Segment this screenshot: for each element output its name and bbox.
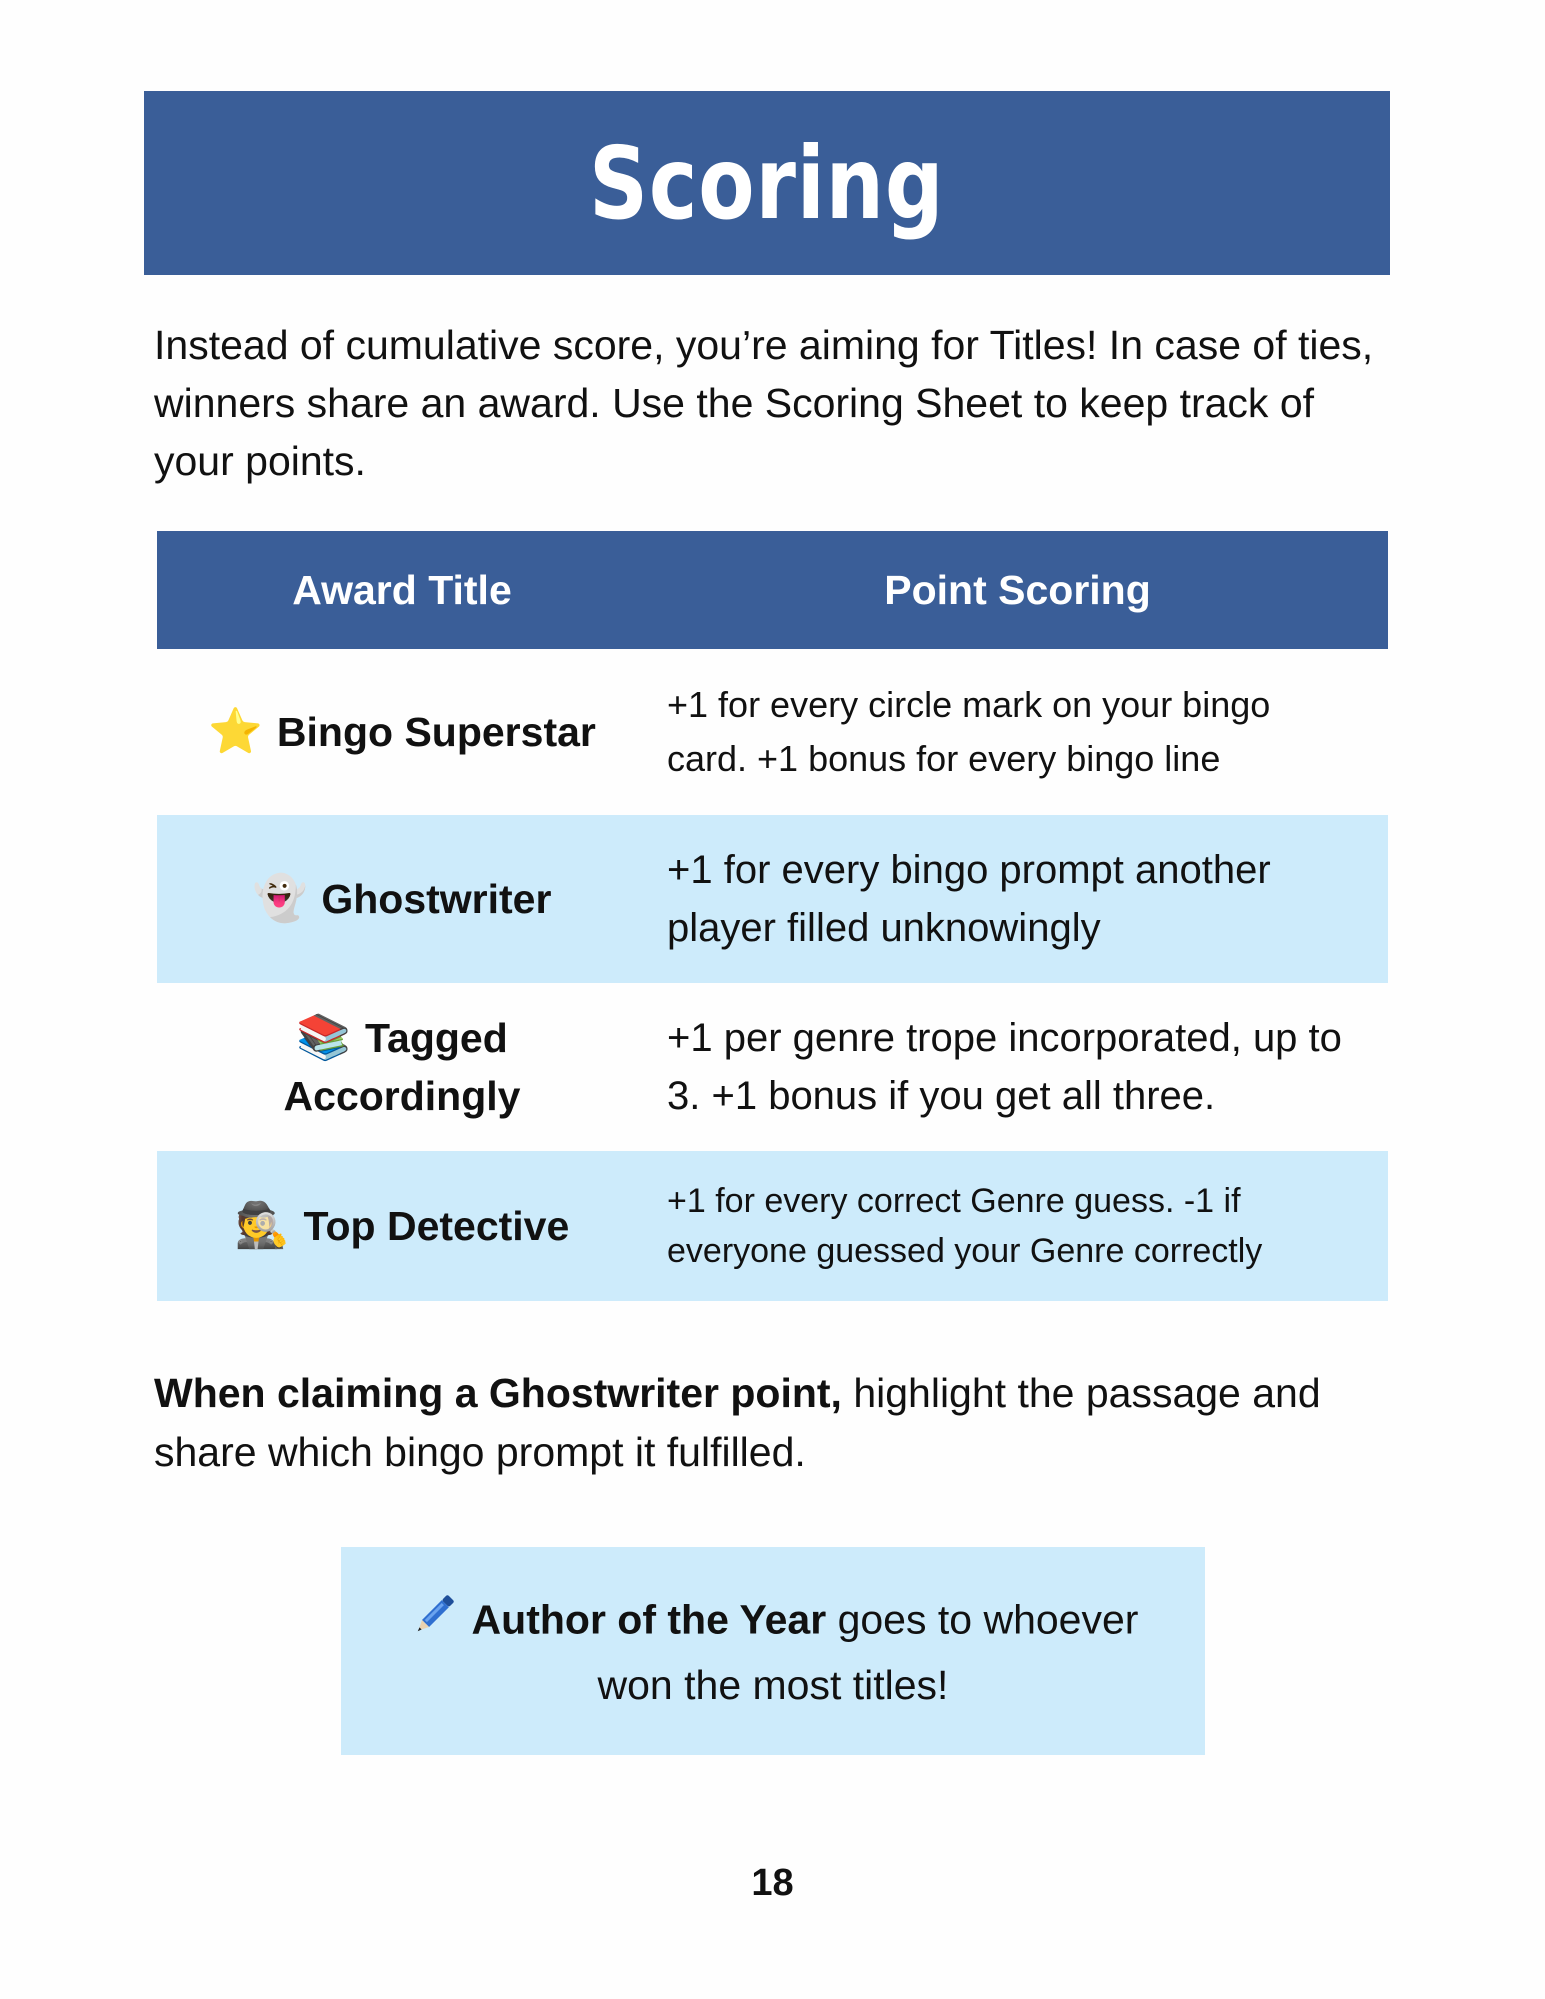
award-title: Tagged bbox=[365, 1015, 508, 1061]
award-title: Ghostwriter bbox=[321, 876, 552, 922]
note-text: highlight the passage and share which bingo prompt it fulfilled. bbox=[154, 1370, 1321, 1475]
callout-line2: won the most titles! bbox=[597, 1661, 949, 1708]
award-title: Top Detective bbox=[303, 1203, 570, 1249]
ghostwriter-note bbox=[154, 1364, 1394, 1482]
point-scoring-text: +1 per genre trope incorporated, up to 3. +1 bonus if you get all three. bbox=[667, 1016, 1342, 1118]
title-banner bbox=[144, 91, 1390, 275]
page-title: Scoring bbox=[589, 124, 945, 242]
table-row bbox=[157, 649, 1388, 815]
detective-icon: 🕵 bbox=[234, 1200, 290, 1251]
callout-text-1: goes to whoever bbox=[826, 1595, 1139, 1642]
ghost-icon: 👻 bbox=[252, 873, 308, 924]
header-point-scoring: Point Scoring bbox=[884, 566, 1151, 613]
point-scoring-text: +1 for every bingo prompt another player filled unknowingly bbox=[667, 848, 1271, 950]
table-row bbox=[157, 815, 1388, 983]
table-row bbox=[157, 1151, 1388, 1301]
callout-content bbox=[408, 1589, 1139, 1714]
award-title-wrap bbox=[284, 1009, 521, 1125]
author-of-year-callout bbox=[341, 1547, 1205, 1755]
books-icon: 📚 bbox=[296, 1012, 352, 1063]
award-title-cell bbox=[157, 815, 647, 983]
table-row bbox=[157, 983, 1388, 1151]
point-scoring-cell bbox=[647, 983, 1388, 1151]
award-title-cell bbox=[157, 649, 647, 815]
award-title-cell bbox=[157, 983, 647, 1151]
scoring-table bbox=[157, 531, 1388, 1301]
star-icon: ⭐ bbox=[208, 706, 263, 757]
award-title-line1 bbox=[284, 1009, 521, 1067]
point-scoring-cell bbox=[647, 815, 1388, 983]
point-scoring-text: +1 for every correct Genre guess. -1 if everyone guessed your Genre correctly bbox=[667, 1182, 1263, 1270]
page-number: 18 bbox=[751, 1862, 794, 1904]
award-title-line2: Accordingly bbox=[283, 1073, 521, 1119]
header-award-title: Award Title bbox=[292, 566, 512, 613]
point-scoring-cell bbox=[647, 1151, 1388, 1301]
award-title: Bingo Superstar bbox=[276, 709, 596, 755]
table-header-row bbox=[157, 531, 1388, 649]
callout-bold: Author of the Year bbox=[471, 1595, 827, 1642]
pen-icon bbox=[408, 1589, 460, 1656]
point-scoring-text: +1 for every circle mark on your bingo card. +1 bonus for every bingo line bbox=[667, 684, 1271, 779]
point-scoring-cell bbox=[647, 649, 1388, 815]
award-title-cell bbox=[157, 1151, 647, 1301]
callout-line1 bbox=[408, 1589, 1139, 1656]
intro-paragraph: Instead of cumulative score, you’re aiming for Titles! In case of ties, winners share an award. Use the Scoring Sheet to keep track of your points. bbox=[154, 322, 1374, 484]
note-bold-lead: When claiming a Ghostwriter point, bbox=[154, 1370, 842, 1416]
